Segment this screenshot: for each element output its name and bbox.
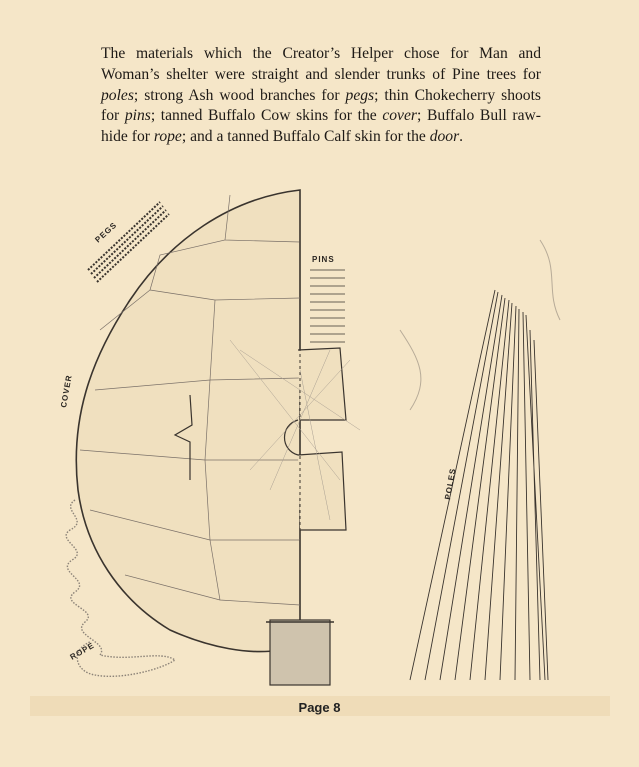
- paragraph-text: ; tanned Buffalo Cow skins for the: [150, 107, 383, 125]
- tipi-materials-illustration: [0, 180, 639, 710]
- italic-term: pins: [124, 107, 151, 125]
- paragraph-text: The materials which the Creator’s Helper chose for Man and Woman’s shelter were straight and slender trunks of Pine trees for: [101, 45, 541, 83]
- poles-label: POLES: [443, 467, 458, 501]
- paragraph-text: ; thin Chokecherry shoots for: [101, 86, 541, 125]
- paragraph-text: .: [459, 128, 464, 146]
- paragraph-text: ; and a tanned Buffalo Calf skin for the: [181, 128, 430, 146]
- pins-label: PINS: [312, 255, 335, 264]
- rope-label: ROPE: [68, 640, 97, 662]
- pegs-label: PEGS: [93, 220, 119, 245]
- italic-term: pegs: [345, 86, 375, 104]
- page-number: Page 8: [298, 700, 341, 715]
- italic-term: door: [429, 128, 460, 146]
- intro-paragraph: [101, 44, 541, 148]
- pins-drawing: [310, 255, 345, 342]
- poles-drawing: [400, 240, 560, 680]
- cover-label: COVER: [59, 373, 74, 409]
- paragraph-text: ; Buffalo Bull raw-hide for: [101, 107, 542, 146]
- paragraph-text: ; strong Ash wood branches for: [133, 86, 346, 104]
- door-drawing: [266, 620, 334, 704]
- italic-term: cover: [382, 107, 417, 125]
- italic-term: rope: [153, 128, 182, 146]
- italic-term: poles: [101, 86, 134, 104]
